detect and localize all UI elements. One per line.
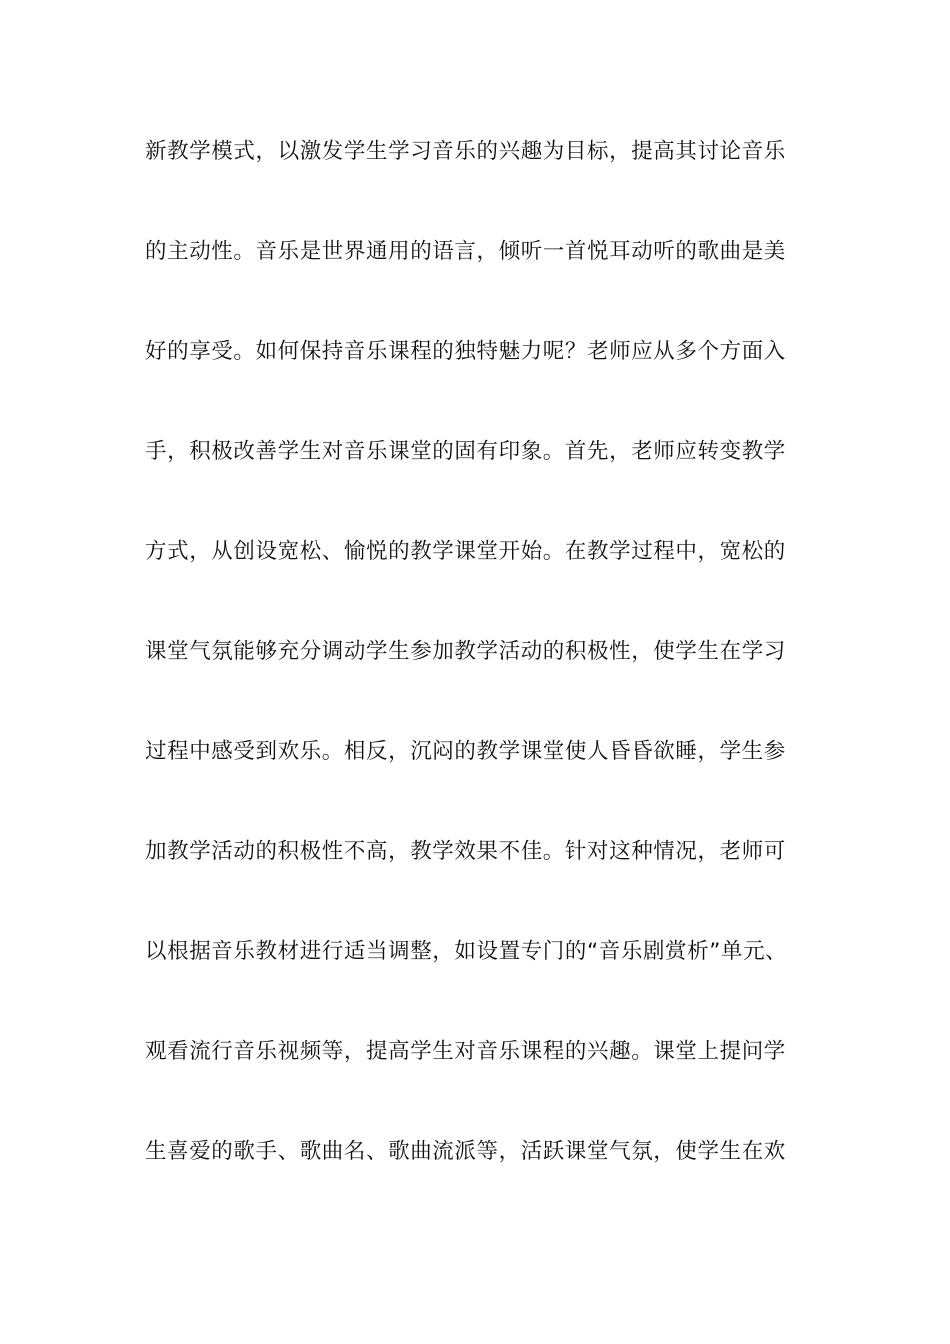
text-line-6: 课堂气氛能够充分调动学生参加教学活动的积极性，使学生在学习 — [145, 639, 786, 664]
text-line-2: 的主动性。音乐是世界通用的语言，倾听一首悦耳动听的歌曲是美 — [145, 239, 786, 264]
text-line-8: 加教学活动的积极性不高，教学效果不佳。针对这种情况，老师可 — [145, 839, 786, 864]
text-line-7: 过程中感受到欢乐。相反，沉闷的教学课堂使人昏昏欲睡，学生参 — [145, 739, 786, 764]
body-text — [145, 128, 825, 1228]
text-line-9: 以根据音乐教材进行适当调整，如设置专门的“音乐剧赏析”单元、 — [145, 939, 788, 964]
text-line-1: 新教学模式，以激发学生学习音乐的兴趣为目标，提高其讨论音乐 — [145, 139, 786, 164]
text-line-10: 观看流行音乐视频等，提高学生对音乐课程的兴趣。课堂上提问学 — [145, 1039, 786, 1064]
text-line-5: 方式，从创设宽松、愉悦的教学课堂开始。在教学过程中，宽松的 — [145, 539, 786, 564]
text-line-3: 好的享受。如何保持音乐课程的独特魅力呢？老师应从多个方面入 — [145, 339, 786, 364]
text-line-4: 手，积极改善学生对音乐课堂的固有印象。首先，老师应转变教学 — [145, 439, 786, 464]
text-line-11: 生喜爱的歌手、歌曲名、歌曲流派等，活跃课堂气氛，使学生在欢 — [145, 1139, 786, 1164]
